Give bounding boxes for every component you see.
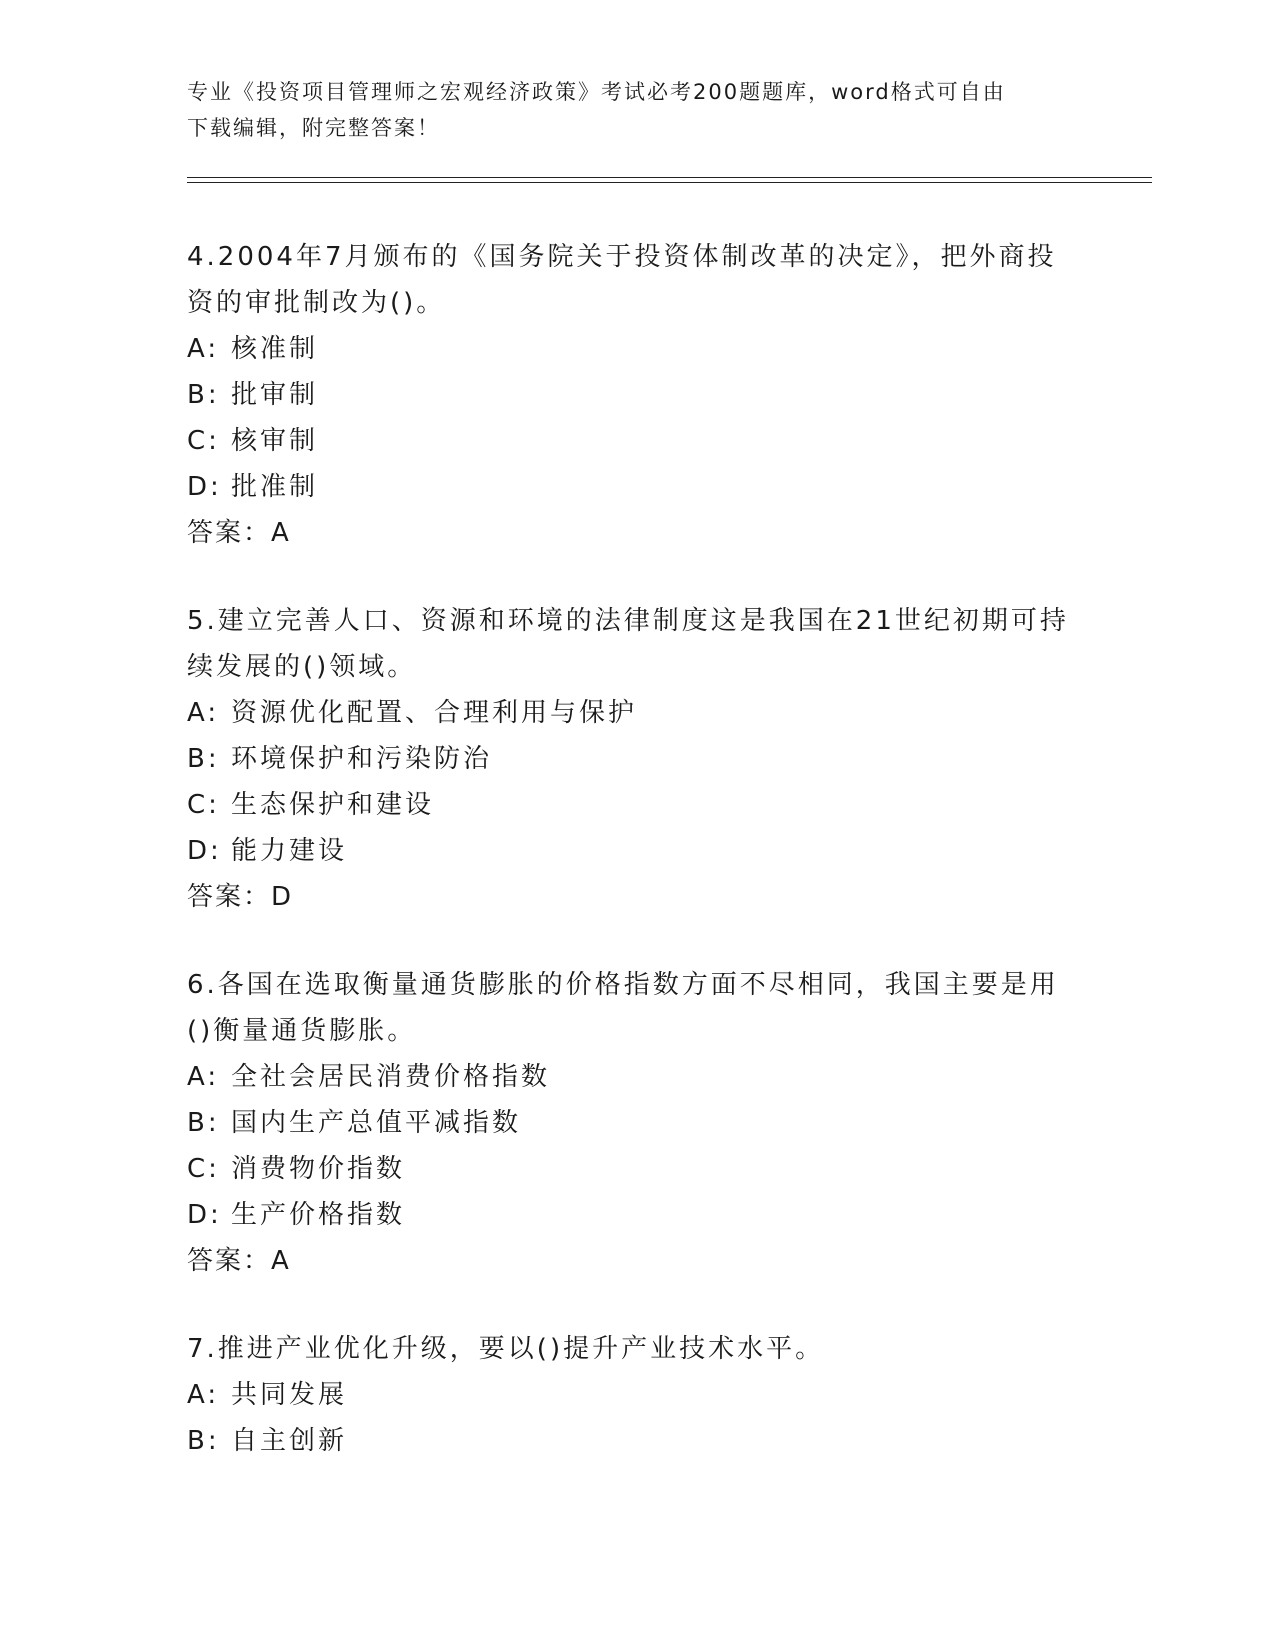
option-key: A:: [187, 698, 220, 728]
option-text: 全社会居民消费价格指数: [231, 1062, 551, 1092]
option-text: 能力建设: [231, 836, 348, 866]
question-stem-line-1: 7.推进产业优化升级，要以()提升产业技术水平。: [187, 1334, 825, 1364]
option-a: [187, 1372, 1087, 1418]
option-b: [187, 372, 1087, 418]
option-key: B:: [187, 744, 220, 774]
option-key: D:: [187, 472, 222, 502]
answer-line: 答案：D: [187, 882, 294, 912]
option-d: [187, 1192, 1087, 1238]
option-text: 批审制: [231, 380, 319, 410]
header-divider-bottom: [187, 182, 1152, 183]
option-key: C:: [187, 1154, 220, 1184]
option-text: 共同发展: [231, 1380, 348, 1410]
question-stem-line-1: 6.各国在选取衡量通货膨胀的价格指数方面不尽相同，我国主要是用: [187, 970, 1059, 1000]
option-d: [187, 464, 1087, 510]
answer-line: 答案：A: [187, 1246, 291, 1276]
option-key: C:: [187, 790, 220, 820]
option-key: D:: [187, 836, 222, 866]
intro-line-2: 下载编辑，附完整答案！: [187, 116, 440, 140]
answer-line: 答案：A: [187, 518, 291, 548]
option-text: 生态保护和建设: [231, 790, 435, 820]
question-7: [187, 1326, 1087, 1464]
question-stem-line-1: 5.建立完善人口、资源和环境的法律制度这是我国在21世纪初期可持: [187, 606, 1069, 636]
question-stem-line-1: 4.2004年7月颁布的《国务院关于投资体制改革的决定》，把外商投: [187, 242, 1057, 272]
option-key: B:: [187, 1426, 220, 1456]
option-b: [187, 1100, 1087, 1146]
option-key: A:: [187, 1062, 220, 1092]
header-divider-top: [187, 177, 1152, 178]
question-6: [187, 962, 1087, 1284]
question-5: [187, 598, 1087, 920]
option-key: D:: [187, 1200, 222, 1230]
option-text: 生产价格指数: [231, 1200, 406, 1230]
option-text: 批准制: [231, 472, 319, 502]
option-key: B:: [187, 380, 220, 410]
option-text: 自主创新: [231, 1426, 348, 1456]
option-text: 国内生产总值平减指数: [231, 1108, 522, 1138]
option-text: 资源优化配置、合理利用与保护: [231, 698, 638, 728]
question-stem-line-2: 资的审批制改为()。: [187, 288, 446, 318]
option-key: C:: [187, 426, 220, 456]
question-stem-line-2: 续发展的()领域。: [187, 652, 417, 682]
question-4: [187, 234, 1087, 556]
option-c: [187, 418, 1087, 464]
option-b: [187, 736, 1087, 782]
option-b: [187, 1418, 1087, 1464]
option-text: 环境保护和污染防治: [231, 744, 493, 774]
option-c: [187, 782, 1087, 828]
option-a: [187, 326, 1087, 372]
option-key: B:: [187, 1108, 220, 1138]
intro-line-1: 专业《投资项目管理师之宏观经济政策》考试必考200题题库，word格式可自由: [187, 80, 1006, 104]
option-a: [187, 1054, 1087, 1100]
option-text: 消费物价指数: [231, 1154, 406, 1184]
document-header: [187, 74, 1067, 146]
option-key: A:: [187, 334, 220, 364]
option-d: [187, 828, 1087, 874]
option-a: [187, 690, 1087, 736]
option-key: A:: [187, 1380, 220, 1410]
option-text: 核审制: [231, 426, 319, 456]
question-stem-line-2: ()衡量通货膨胀。: [187, 1016, 417, 1046]
option-c: [187, 1146, 1087, 1192]
option-text: 核准制: [231, 334, 319, 364]
